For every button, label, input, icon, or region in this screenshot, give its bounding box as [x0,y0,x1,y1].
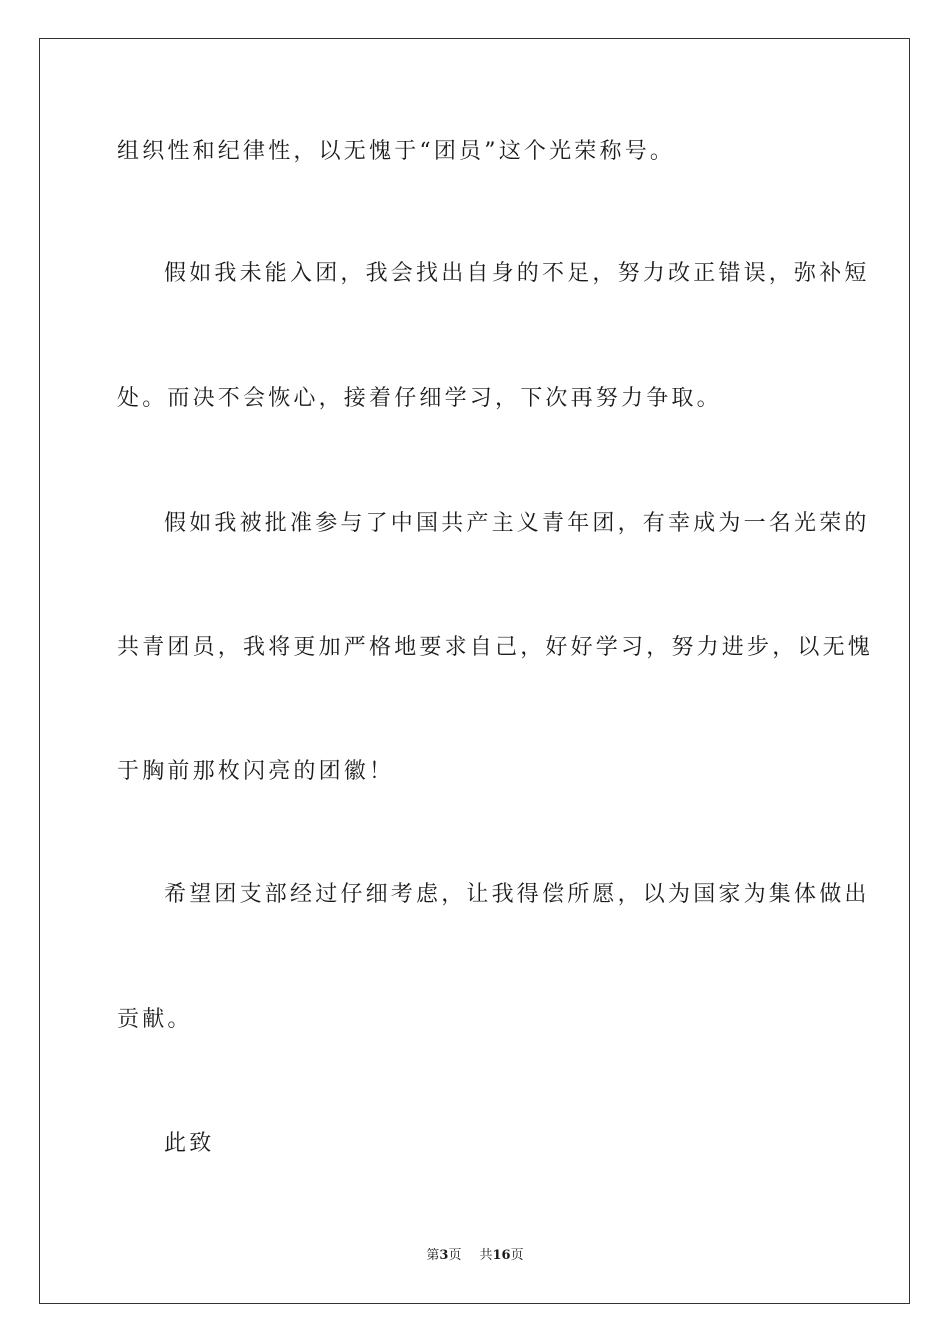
body-line-2: 假如我未能入团，我会找出自身的不足，努力改正错误，弥补短 [164,261,870,286]
footer-page-suffix: 页 [448,1248,462,1263]
body-line-8: 贡献。 [117,1007,193,1032]
footer-total-prefix: 共 [479,1248,493,1263]
footer-total-suffix: 页 [510,1248,524,1263]
body-line-7: 希望团支部经过仔细考虑，让我得偿所愿，以为国家为集体做出 [164,882,870,907]
footer-page-prefix: 第 [426,1248,440,1263]
footer-page-number: 3 [439,1248,449,1263]
body-line-6: 于胸前那枚闪亮的团徽！ [117,759,395,784]
body-line-1: 组织性和纪律性，以无愧于“团员”这个光荣称号。 [117,139,676,164]
page-footer [0,1247,950,1265]
body-line-5: 共青团员，我将更加严格地要求自己，好好学习，努力进步，以无愧 [117,635,874,660]
body-line-3: 处。而决不会恢心，接着仔细学习，下次再努力争取。 [117,386,722,411]
footer-total-pages: 16 [492,1248,511,1263]
closing-salutation: 此致 [164,1131,215,1156]
body-line-4: 假如我被批准参与了中国共产主义青年团，有幸成为一名光荣的 [164,511,870,536]
page-frame [39,38,910,1304]
